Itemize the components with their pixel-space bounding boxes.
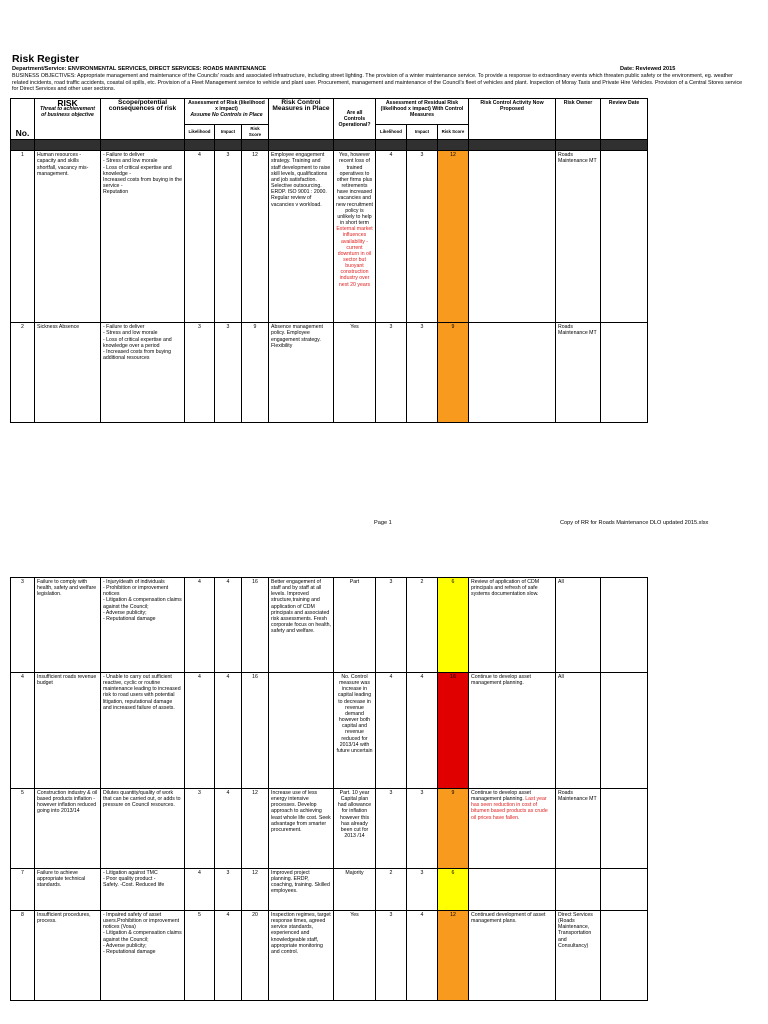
cell-risk xyxy=(35,789,101,869)
cell-likelihood xyxy=(185,789,215,869)
cell-res-likelihood-text: 4 xyxy=(389,152,393,159)
cell-res-impact-text: 3 xyxy=(420,790,424,796)
cell-score-text: 9 xyxy=(253,324,257,331)
cell-operational xyxy=(334,789,376,869)
cell-control xyxy=(269,578,334,673)
cell-score xyxy=(242,869,269,911)
cell-score xyxy=(242,789,269,869)
cell-res-score xyxy=(438,869,469,911)
cell-activity-text: Review of application of CDM principals and refresh of safe systems documentation slow. xyxy=(471,579,540,598)
table-row xyxy=(11,789,648,869)
cell-score-text: 12 xyxy=(252,870,258,876)
cell-risk-text: Insufficient roads revenue budget xyxy=(37,674,97,687)
cell-activity xyxy=(469,323,556,423)
cell-res-impact-text: 3 xyxy=(420,324,424,331)
col-no: No. xyxy=(15,128,30,139)
cell-no xyxy=(11,673,35,789)
col-scope: Scope/potential consequences of risk xyxy=(108,99,177,113)
cell-likelihood xyxy=(185,911,215,1001)
cell-activity-text: Continued development of asset management plans. xyxy=(471,912,546,925)
cell-likelihood-text: 5 xyxy=(198,912,201,918)
cell-operational xyxy=(334,151,376,323)
cell-owner-text: Roads Maintenance MT xyxy=(558,152,597,165)
cell-res-likelihood xyxy=(376,869,407,911)
cell-res-impact-text: 3 xyxy=(420,870,424,876)
cell-review xyxy=(601,578,648,673)
cell-operational xyxy=(334,578,376,673)
cell-res-likelihood-text: 4 xyxy=(389,674,393,680)
cell-activity xyxy=(469,673,556,789)
col-risk: RISK xyxy=(57,98,78,108)
page-title: Risk Register xyxy=(12,53,80,65)
cell-no xyxy=(11,789,35,869)
cell-activity-text: Continue to develop asset management planning. xyxy=(471,790,531,803)
cell-score xyxy=(242,323,269,423)
cell-res-likelihood xyxy=(376,673,407,789)
cell-control xyxy=(269,323,334,423)
cell-impact xyxy=(215,911,242,1001)
cell-no-text: 5 xyxy=(21,790,24,796)
col-owner: Risk Owner xyxy=(563,100,593,106)
col-risk-sub: Threat to achievement of business objective xyxy=(39,106,96,119)
cell-control-text: Better engagement of staff and by staff at all levels. Improved structure,training and application of CDM principals and associated risk assessments. Fresh corporate focus on health, safety and welfare. xyxy=(271,579,331,635)
cell-res-score-text: 6 xyxy=(451,870,455,876)
cell-control-text: Inspection regimes, target response times, agreed service standards, experienced and knowledgeable staff, appropriate monitoring and control. xyxy=(271,912,331,955)
cell-operational-text: Yes, however recent loss of trained operatives to other firms plus retirements have increased vacancies and new recruitment policy is unlikely to help in short term xyxy=(336,152,373,227)
cell-activity-text: Continue to develop asset management planning. xyxy=(471,674,531,687)
cell-res-impact xyxy=(407,673,438,789)
cell-likelihood-text: 4 xyxy=(198,870,201,876)
cell-owner xyxy=(556,673,601,789)
cell-risk-text: Failure to comply with health, safety and welfare legislation. xyxy=(37,579,97,598)
cell-res-likelihood-text: 3 xyxy=(389,579,393,585)
cell-no-text: 3 xyxy=(21,579,24,585)
col-res-impact: Impact xyxy=(407,125,438,140)
cell-scope-text: - Litigation against TMC - Poor quality product - Safety. -Cost. Reduced life xyxy=(103,870,165,889)
cell-owner-text: Roads Maintenance MT xyxy=(558,790,597,803)
cell-res-score-text: 6 xyxy=(451,579,455,585)
cell-score xyxy=(242,911,269,1001)
cell-score-text: 16 xyxy=(252,579,258,585)
cell-owner xyxy=(556,323,601,423)
cell-owner xyxy=(556,578,601,673)
cell-res-impact-text: 4 xyxy=(420,674,424,680)
cell-res-score-text: 9 xyxy=(451,790,455,796)
risk-table-page-1 xyxy=(10,98,648,423)
cell-impact xyxy=(215,323,242,423)
cell-impact xyxy=(215,869,242,911)
cell-no xyxy=(11,869,35,911)
cell-risk-text: Sickness Absence xyxy=(37,324,80,331)
cell-score-text: 20 xyxy=(252,912,258,918)
risk-table-page-2 xyxy=(10,577,648,1001)
col-impact: Impact xyxy=(215,125,242,140)
cell-risk xyxy=(35,151,101,323)
cell-score-text: 12 xyxy=(252,152,258,159)
cell-res-likelihood xyxy=(376,323,407,423)
cell-res-likelihood xyxy=(376,578,407,673)
cell-res-score xyxy=(438,911,469,1001)
table-row xyxy=(11,323,648,423)
cell-res-impact-text: 3 xyxy=(420,152,424,159)
cell-res-score xyxy=(438,673,469,789)
cell-impact-text: 3 xyxy=(226,152,230,159)
cell-likelihood xyxy=(185,869,215,911)
cell-control xyxy=(269,673,334,789)
col-score: Risk Score xyxy=(242,125,269,140)
cell-risk-text: Construction industry & oil based products inflation - however inflation reduced going into 2013/14 xyxy=(37,790,98,815)
cell-likelihood xyxy=(185,323,215,423)
cell-res-likelihood-text: 3 xyxy=(389,790,393,796)
table-row xyxy=(11,578,648,673)
cell-activity xyxy=(469,789,556,869)
cell-risk-text: Human resources - capacity and skills shortfall, vacancy mis-management. xyxy=(37,152,89,177)
cell-likelihood xyxy=(185,673,215,789)
cell-scope xyxy=(101,323,185,423)
cell-control-text: Employee engagement strategy. Training and staff development to raise skill levels, qualifications and job satisfaction. Selective outsourcing. ERDP. ISO 9001 : 2000. Regular review of vacancies v workload. xyxy=(271,152,331,208)
cell-res-likelihood-text: 2 xyxy=(389,870,393,876)
cell-res-score xyxy=(438,323,469,423)
col-assessment: Assessment of Risk (likelihood x impact) xyxy=(188,100,265,113)
cell-operational xyxy=(334,673,376,789)
cell-owner xyxy=(556,869,601,911)
cell-activity-note: Last year has seen reduction in cost of bitumen based products as crude oil prices have fallen. xyxy=(471,796,548,821)
cell-no-text: 8 xyxy=(21,912,24,918)
cell-res-score xyxy=(438,578,469,673)
cell-scope-text: Dilutes quantity/quality of work that can be carried out, or adds to pressure on Council resources. xyxy=(103,790,181,809)
cell-risk xyxy=(35,323,101,423)
cell-impact xyxy=(215,673,242,789)
cell-review xyxy=(601,151,648,323)
col-control: Risk Control Measures in Place xyxy=(272,99,330,113)
cell-score xyxy=(242,578,269,673)
cell-control xyxy=(269,789,334,869)
cell-res-impact xyxy=(407,789,438,869)
cell-no xyxy=(11,578,35,673)
cell-owner-text: All xyxy=(558,674,564,680)
cell-no xyxy=(11,911,35,1001)
cell-res-impact-text: 2 xyxy=(420,579,424,585)
cell-scope xyxy=(101,789,185,869)
col-review: Review Date xyxy=(608,100,640,106)
cell-risk-text: Failure to achieve appropriate technical standards. xyxy=(37,870,86,889)
department-label: Department/Service: ENVIRONMENTAL SERVICES, DIRECT SERVICES: ROADS MAINTENANCE xyxy=(12,66,267,72)
cell-owner xyxy=(556,789,601,869)
cell-no-text: 7 xyxy=(21,870,24,876)
table-row xyxy=(11,911,648,1001)
cell-review xyxy=(601,323,648,423)
cell-risk xyxy=(35,578,101,673)
cell-impact xyxy=(215,789,242,869)
cell-scope-text: - Failure to deliver - Stress and low morale - Loss of critical expertise and knowledge over a period - Increased costs from buying additional resources xyxy=(103,324,172,362)
header-divider-bar xyxy=(11,140,648,151)
cell-control xyxy=(269,869,334,911)
col-assessment-sub: Assume No Controls in Place xyxy=(190,112,263,119)
cell-scope-text: - Failure to deliver - Stress and low morale - Loss of critical expertise and knowledge - Increased costs from buying in the service - Reputation xyxy=(103,152,183,196)
cell-operational-text: Part. 10 year Capital plan had allowance for inflation however this has already been cut for 2013 /14 xyxy=(337,790,372,840)
cell-review xyxy=(601,789,648,869)
cell-risk xyxy=(35,911,101,1001)
cell-owner xyxy=(556,151,601,323)
cell-operational-note: External market influences availability - current downturn in oil sector but buoyant construction industry over next 20 years xyxy=(336,226,373,288)
cell-res-impact xyxy=(407,323,438,423)
cell-impact-text: 3 xyxy=(226,324,230,331)
cell-res-score-text: 9 xyxy=(451,324,455,331)
cell-owner xyxy=(556,911,601,1001)
cell-scope-text: - Impaired safety of asset users.Prohibition or improvement notices (Vosa) - Litigation & compensation claims against the Council; - Adverse publicity; - Reputational damage xyxy=(103,912,182,955)
cell-res-likelihood-text: 3 xyxy=(389,912,393,918)
cell-res-likelihood-text: 3 xyxy=(389,324,393,331)
cell-likelihood-text: 4 xyxy=(198,579,201,585)
business-objectives: BUSINESS OBJECTIVES: Appropriate management and maintenance of the Councils' roads and associated infrastructure, including street lighting. The provision of a winter maintenance service. To provide a response to extraordinary events which threaten public safety or the environment, eg. weather related incidents, road traffic accidents, coastal oil spills, etc. Provision of a Fleet Management service to vehicle and plant user. Procurement, management and maintenance of the Council's fleet of vehicles and plant. Inspection of Moray Taxis and Private Hire Vehicles. Provision of a Central Stores service for Direct Services and other user sections. xyxy=(12,73,743,93)
cell-likelihood-text: 3 xyxy=(198,790,201,796)
cell-impact-text: 4 xyxy=(226,790,230,796)
cell-res-impact xyxy=(407,911,438,1001)
table-row xyxy=(11,869,648,911)
footer-page-number: Page 1 xyxy=(374,520,392,526)
cell-impact-text: 4 xyxy=(226,912,230,918)
cell-res-impact-text: 4 xyxy=(420,912,424,918)
col-activity: Risk Control Activity Now Proposed xyxy=(480,100,544,113)
cell-impact-text: 4 xyxy=(226,674,230,680)
cell-likelihood xyxy=(185,151,215,323)
cell-score-text: 12 xyxy=(252,790,258,796)
cell-control-text: Increase use of less energy intensive processes. Develop approach to achieving least whole life cost. Seek advantage from smarter procurement. xyxy=(271,790,331,833)
cell-impact-text: 4 xyxy=(226,579,230,585)
cell-res-score-text: 12 xyxy=(450,912,456,918)
cell-owner-text: Roads Maintenance MT xyxy=(558,324,597,337)
cell-no xyxy=(11,323,35,423)
cell-operational xyxy=(334,869,376,911)
cell-likelihood-text: 4 xyxy=(198,674,201,680)
cell-risk-text: Insufficient procedures, process. xyxy=(37,912,91,925)
cell-likelihood-text: 4 xyxy=(198,152,201,159)
cell-operational-text: Yes xyxy=(350,324,359,331)
cell-scope xyxy=(101,578,185,673)
cell-res-score-text: 12 xyxy=(450,152,456,159)
cell-operational-text: Part xyxy=(349,579,360,585)
col-likelihood: Likelihood xyxy=(185,125,215,140)
cell-no xyxy=(11,151,35,323)
cell-res-impact xyxy=(407,869,438,911)
cell-no-text: 4 xyxy=(21,674,24,680)
col-res-score: Risk Score xyxy=(438,125,469,140)
cell-likelihood xyxy=(185,578,215,673)
cell-operational xyxy=(334,911,376,1001)
cell-operational-text: No. Control measure was increase in capital leading to decrease in revenue demand however both capital and revenue reduced for 2013/14 with future uncertain xyxy=(336,674,373,754)
cell-no-text: 1 xyxy=(21,152,24,159)
col-residual: Assessment of Residual Risk (likelihood x impact) With Control Measures xyxy=(380,100,464,119)
cell-impact xyxy=(215,578,242,673)
cell-review xyxy=(601,869,648,911)
cell-operational-text: Majority xyxy=(345,870,364,876)
cell-res-score xyxy=(438,789,469,869)
cell-review xyxy=(601,673,648,789)
cell-impact-text: 3 xyxy=(226,870,230,876)
cell-activity xyxy=(469,578,556,673)
cell-scope-text: - Unable to carry out sufficient reactive, cyclic or routine maintenance leading to increased risk to road users with potential litigation, reputational damage and increased failure of assets. xyxy=(103,674,181,711)
cell-res-likelihood xyxy=(376,789,407,869)
cell-activity xyxy=(469,151,556,323)
cell-scope-text: - Injury/death of individuals - Prohibition or improvement notices - Litigation & compensation claims against the Council; - Adverse publicity; - Reputational damage xyxy=(103,579,182,622)
date-label: Date: Reviewed 2015 xyxy=(620,66,676,72)
cell-review xyxy=(601,911,648,1001)
cell-activity xyxy=(469,911,556,1001)
cell-res-likelihood xyxy=(376,151,407,323)
cell-control-text: Absence management policy. Employee engagement strategy. Flexibility xyxy=(271,324,323,349)
cell-res-impact xyxy=(407,151,438,323)
table-row xyxy=(11,673,648,789)
cell-scope xyxy=(101,673,185,789)
cell-control xyxy=(269,911,334,1001)
cell-operational xyxy=(334,323,376,423)
cell-risk xyxy=(35,673,101,789)
cell-res-score-text: 16 xyxy=(450,674,456,680)
cell-impact xyxy=(215,151,242,323)
cell-no-text: 2 xyxy=(21,324,24,331)
table-row xyxy=(11,151,648,323)
footer-filename: Copy of RR for Roads Maintenance DLO updated 2015.xlsx xyxy=(560,520,709,526)
col-res-likelihood: Likelihood xyxy=(376,125,407,140)
col-operational: Are all Controls Operational? xyxy=(338,109,371,129)
cell-risk xyxy=(35,869,101,911)
cell-owner-text: Direct Services (Roads Maintenance, Transportation and Consultancy) xyxy=(558,912,593,949)
cell-score xyxy=(242,673,269,789)
cell-control-text: Improved project planning. ERDP, coaching, training. Skilled employees. xyxy=(271,870,330,895)
cell-scope xyxy=(101,869,185,911)
cell-res-score xyxy=(438,151,469,323)
cell-operational-text: Yes xyxy=(350,912,359,918)
cell-score-text: 16 xyxy=(252,674,258,680)
cell-scope xyxy=(101,151,185,323)
cell-owner-text: All xyxy=(558,579,564,585)
cell-res-likelihood xyxy=(376,911,407,1001)
cell-scope xyxy=(101,911,185,1001)
cell-control xyxy=(269,151,334,323)
cell-score xyxy=(242,151,269,323)
cell-likelihood-text: 3 xyxy=(198,324,201,331)
cell-res-impact xyxy=(407,578,438,673)
cell-activity xyxy=(469,869,556,911)
